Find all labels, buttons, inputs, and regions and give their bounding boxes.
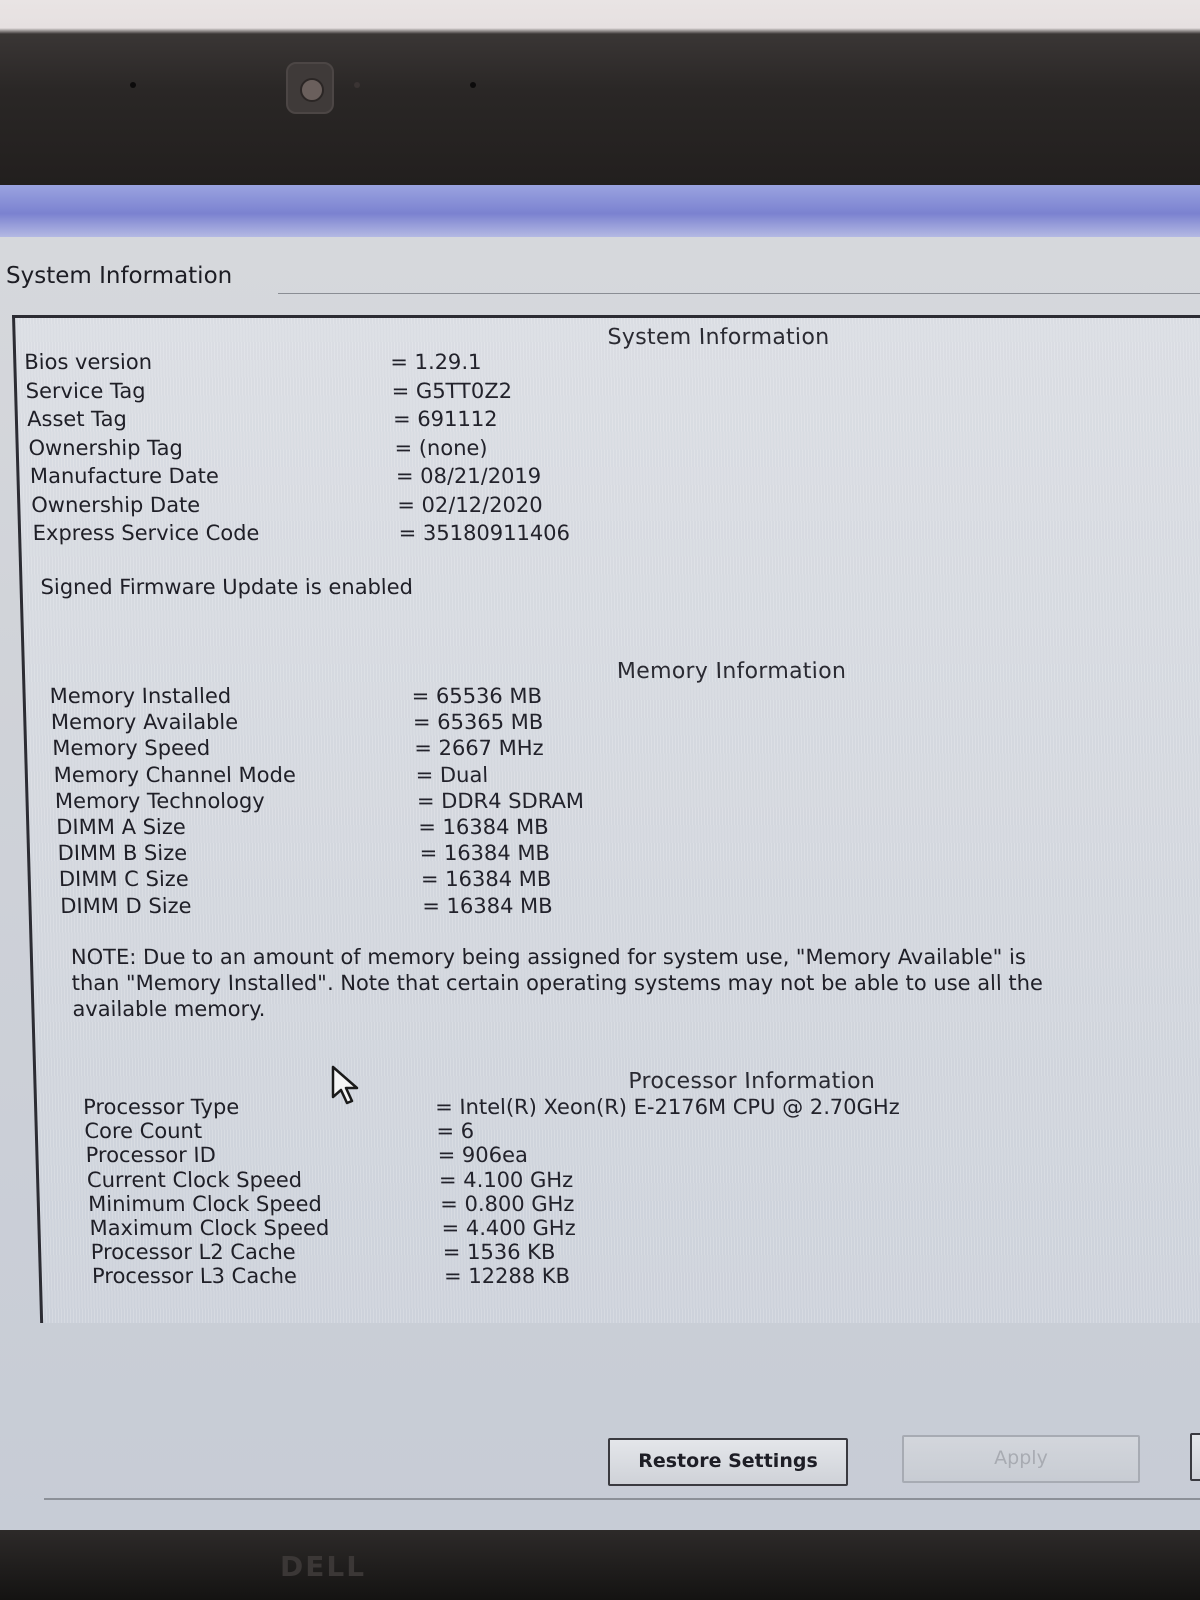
bezel-light [354, 82, 360, 88]
memory-note-line: than "Memory Installed". Note that certain operating systems may not be able to use all the [71, 971, 1044, 995]
firmware-note: Signed Firmware Update is enabled [40, 575, 414, 599]
info-panel[interactable] [12, 315, 1200, 1323]
processor-value: = 4.400 GHz [441, 1216, 576, 1240]
processor-label: Minimum Clock Speed [87, 1191, 323, 1216]
processor-label: Maximum Clock Speed [89, 1216, 330, 1240]
system-value: = 691112 [392, 407, 498, 431]
memory-row [49, 684, 950, 710]
processor-label: Processor Type [82, 1095, 240, 1119]
memory-value: = Dual [415, 762, 489, 787]
memory-label: Memory Available [50, 710, 239, 735]
bezel-sensor [130, 82, 136, 88]
processor-row [90, 1240, 991, 1266]
processor-row [85, 1143, 986, 1169]
memory-row [57, 841, 958, 867]
memory-value: = 2667 MHz [413, 736, 544, 761]
processor-row [89, 1216, 990, 1242]
memory-value: = 16384 MB [421, 893, 553, 918]
system-label: Express Service Code [32, 521, 260, 545]
system-value: = 02/12/2020 [396, 492, 543, 517]
panel-bottom-border [44, 1498, 1200, 1500]
memory-value: = 16384 MB [420, 867, 552, 892]
processor-label: Processor L2 Cache [90, 1240, 296, 1265]
processor-value: = 4.100 GHz [438, 1167, 574, 1192]
processor-row [88, 1192, 989, 1218]
processor-value: = 1536 KB [442, 1240, 556, 1265]
system-value: = G5TT0Z2 [391, 378, 513, 403]
memory-row [51, 710, 952, 736]
memory-label: Memory Channel Mode [53, 762, 297, 787]
memory-row [59, 867, 960, 893]
system-label: Bios version [23, 350, 153, 374]
processor-row [87, 1168, 988, 1194]
system-value: = 08/21/2019 [395, 464, 542, 488]
laptop-bezel-top [0, 0, 1200, 185]
system-row [30, 464, 931, 490]
memory-note-line: NOTE: Due to an amount of memory being assigned for system use, "Memory Available" is [70, 945, 1027, 969]
bezel-mic [470, 82, 476, 88]
memory-row [55, 789, 956, 815]
memory-label: Memory Speed [51, 736, 211, 761]
restore-settings-button[interactable]: Restore Settings [608, 1438, 848, 1486]
processor-value: = Intel(R) Xeon(R) E-2176M CPU @ 2.70GHz [434, 1095, 901, 1119]
processor-row [83, 1095, 984, 1121]
memory-note-line: available memory. [72, 997, 266, 1021]
processor-value: = 12288 KB [443, 1264, 571, 1289]
webcam-lens [300, 78, 324, 102]
webcam-icon [286, 62, 334, 114]
next-button-partial[interactable] [1190, 1433, 1200, 1481]
window-title-bar [0, 185, 1200, 237]
memory-row [53, 763, 954, 789]
system-value: = (none) [394, 435, 488, 460]
memory-row [52, 736, 953, 762]
memory-row [60, 894, 961, 920]
processor-row [92, 1264, 993, 1290]
processor-label: Current Clock Speed [86, 1167, 303, 1192]
memory-label: DIMM D Size [59, 893, 192, 918]
memory-label: DIMM C Size [58, 867, 190, 892]
mouse-cursor-icon [330, 1065, 364, 1107]
processor-label: Processor L3 Cache [91, 1264, 298, 1289]
memory-value: = 16384 MB [417, 815, 549, 839]
system-label: Ownership Tag [28, 435, 184, 460]
memory-label: DIMM B Size [57, 841, 188, 866]
system-row [32, 521, 933, 547]
memory-information-title: Memory Information [616, 659, 847, 684]
system-row [27, 407, 928, 433]
memory-value: = 65365 MB [412, 710, 544, 735]
system-label: Manufacture Date [29, 464, 220, 488]
processor-value: = 0.800 GHz [439, 1191, 575, 1216]
apply-button[interactable]: Apply [902, 1435, 1140, 1483]
system-row [31, 493, 932, 519]
processor-information-title: Processor Information [628, 1069, 876, 1094]
system-label: Asset Tag [26, 407, 128, 431]
laptop-bezel-bottom [0, 1530, 1200, 1600]
memory-value: = 16384 MB [419, 841, 551, 866]
dell-logo-icon: DELL [280, 1550, 367, 1583]
processor-value: = 6 [436, 1119, 475, 1144]
system-value: = 35180911406 [398, 521, 571, 545]
processor-label: Core Count [84, 1119, 203, 1144]
system-label: Ownership Date [30, 492, 201, 517]
memory-value: = 65536 MB [411, 684, 543, 708]
system-row [28, 436, 929, 462]
system-row [25, 379, 926, 405]
group-title: System Information [6, 263, 233, 289]
processor-value: = 906ea [437, 1143, 529, 1168]
memory-row [56, 815, 957, 841]
memory-label: Memory Installed [49, 684, 232, 708]
system-value: = 1.29.1 [389, 350, 482, 374]
memory-value: = DDR4 SDRAM [416, 788, 585, 813]
processor-row [84, 1119, 985, 1145]
system-row [24, 350, 925, 376]
memory-label: Memory Technology [54, 788, 266, 813]
bios-screen [0, 185, 1200, 1530]
memory-label: DIMM A Size [55, 815, 187, 839]
system-label: Service Tag [25, 378, 146, 403]
processor-label: Processor ID [85, 1143, 217, 1168]
group-border [278, 293, 1200, 294]
system-information-title: System Information [607, 325, 830, 350]
